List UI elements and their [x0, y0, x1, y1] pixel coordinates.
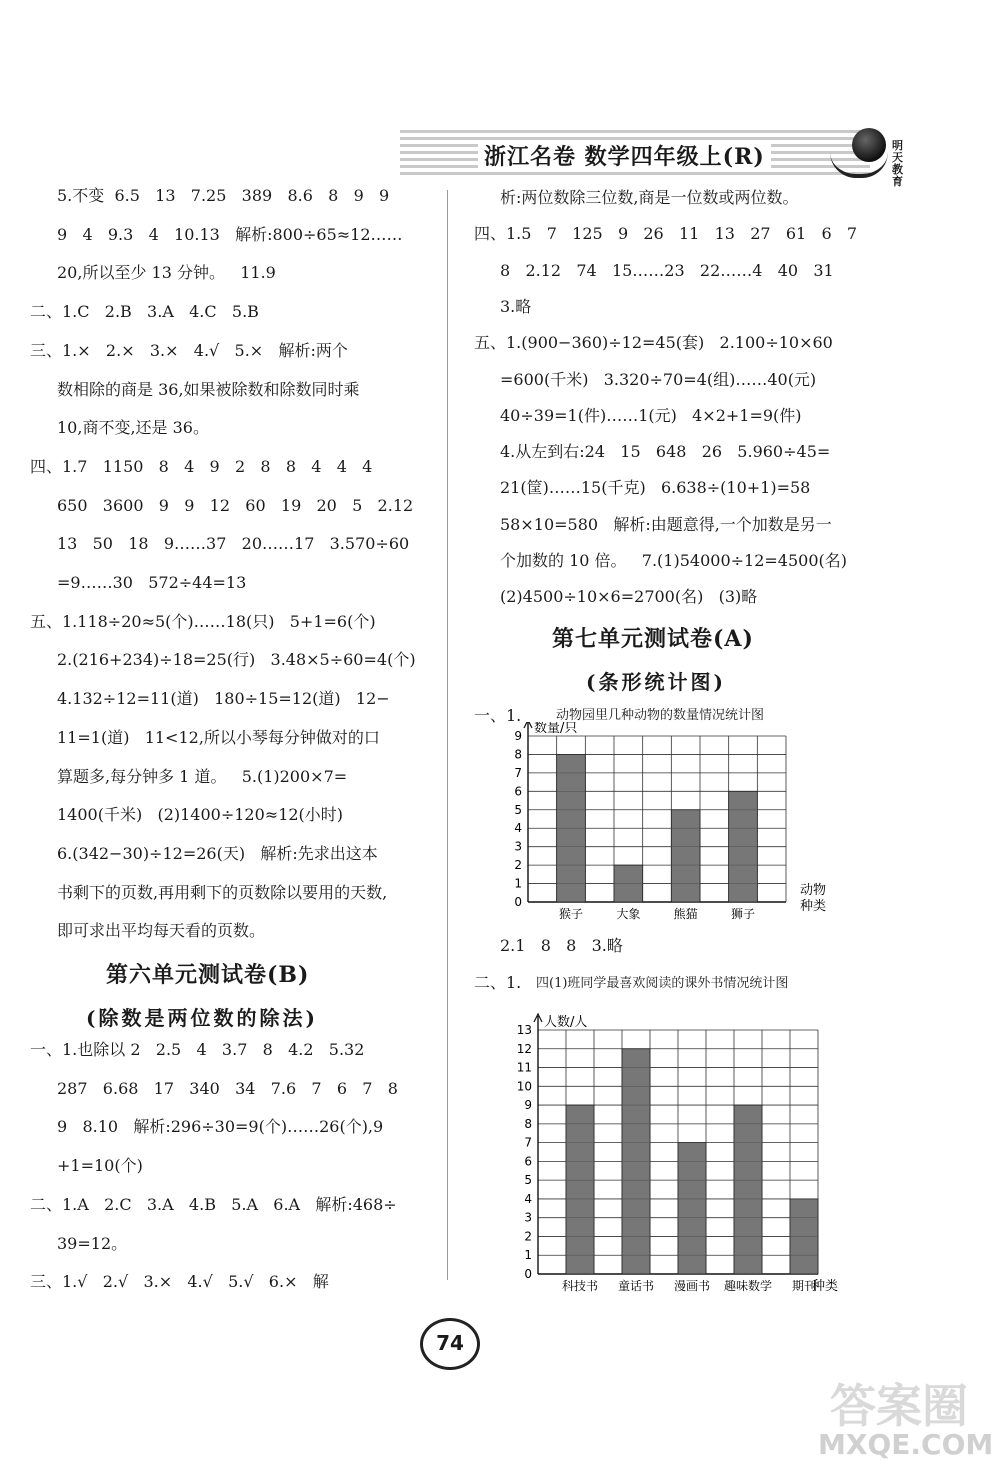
page-header — [400, 126, 960, 186]
left-answer-line: 四、1.7 1150 8 4 9 2 8 8 4 4 4 — [30, 456, 373, 476]
watermark-url: MXQE.COM — [818, 1428, 994, 1461]
y-tick-label: 2 — [514, 858, 522, 873]
y-tick-label: 4 — [524, 1191, 532, 1206]
y-tick-label: 4 — [514, 821, 522, 836]
watermark-logo: 答案圈 — [830, 1379, 968, 1433]
y-tick-label: 1 — [514, 876, 522, 891]
left-answer-line: 5.不变 6.5 13 7.25 389 8.6 8 9 9 — [57, 186, 390, 205]
x-tick-label: 狮子 — [730, 907, 756, 921]
left-answer-line: 11=1(道) 11<12,所以小琴每分钟做对的口 — [57, 727, 380, 747]
left-answer-line: 287 6.68 17 340 34 7.6 7 6 7 8 — [57, 1078, 398, 1098]
left-answer-line: 9 4 9.3 4 10.13 解析:800÷65≈12…… — [57, 224, 403, 244]
right-answer-line: 3.略 — [500, 296, 532, 316]
chart2-title: 四(1)班同学最喜欢阅读的课外书情况统计图 — [536, 976, 789, 991]
x-tick-label: 漫画书 — [673, 1279, 711, 1293]
left-answer-line: +1=10(个) — [57, 1156, 143, 1176]
section6-title: 第六单元测试卷(B) — [106, 962, 310, 988]
y-tick-label: 12 — [516, 1041, 532, 1056]
right-answer-line: 析:两位数除三位数,商是一位数或两位数。 — [500, 188, 799, 207]
right-answer-line: 8 2.12 74 15……23 22……4 40 31 — [500, 260, 834, 280]
right-answer-line: 4.从左到右:24 15 648 26 5.960÷45= — [500, 442, 831, 462]
x-tick-label: 童话书 — [617, 1279, 655, 1293]
left-answer-line: 39=12。 — [57, 1233, 128, 1253]
y-tick-label: 8 — [514, 747, 522, 762]
left-answer-line: 4.132÷12=11(道) 180÷15=12(道) 12− — [57, 689, 390, 709]
bar — [678, 1143, 706, 1274]
y-tick-label: 11 — [516, 1060, 532, 1075]
y-tick-label: 0 — [514, 895, 522, 909]
left-answer-line: 9 8.10 解析:296÷30=9(个)……26(个),9 — [57, 1117, 384, 1137]
x-axis-label: 种类 — [800, 899, 827, 914]
x-tick-label: 趣味数学 — [723, 1279, 773, 1293]
y-tick-label: 9 — [514, 729, 522, 743]
left-answer-line: 五、1.118÷20≈5(个)……18(只) 5+1=6(个) — [30, 611, 376, 631]
right-answer-line: (2)4500÷10×6=2700(名) (3)略 — [500, 587, 758, 607]
y-tick-label: 7 — [524, 1135, 532, 1150]
y-tick-label: 9 — [524, 1098, 532, 1113]
left-answer-line: 1400(千米) (2)1400÷120≈12(小时) — [57, 805, 344, 825]
y-tick-label: 2 — [524, 1229, 532, 1244]
y-tick-label: 10 — [516, 1079, 532, 1094]
y-tick-label: 7 — [514, 765, 522, 780]
right-answer-line: 五、1.(900−360)÷12=45(套) 2.100÷10×60 — [474, 333, 833, 353]
x-axis-label: 动物 — [800, 883, 827, 898]
y-tick-label: 6 — [524, 1154, 532, 1169]
left-answer-line: =9……30 572÷44=13 — [57, 573, 247, 592]
x-tick-label: 科技书 — [561, 1279, 599, 1293]
left-answer-line: 书剩下的页数,再用剩下的页数除以要用的天数, — [57, 882, 388, 902]
left-answer-line: 算题多,每分钟多 1 道。 5.(1)200×7= — [57, 766, 348, 786]
y-tick-label: 5 — [514, 802, 522, 817]
section7-subtitle: (条形统计图) — [586, 670, 726, 694]
logo-text: 明天教育 — [892, 139, 903, 188]
right-answer-line: 个加数的 10 倍。 7.(1)54000÷12=4500(名) — [500, 551, 847, 570]
bar — [671, 810, 700, 902]
y-axis-label: 人数/人 — [544, 1015, 588, 1030]
right-answer-line: 四、1.5 7 125 9 26 11 13 27 61 6 7 — [474, 224, 858, 244]
logo-ball-icon — [852, 128, 886, 162]
left-answer-line: 即可求出平均每天看的页数。 — [57, 921, 266, 941]
bar — [734, 1105, 762, 1274]
left-answer-line: 10,商不变,还是 36。 — [57, 418, 209, 438]
left-answer-line: 650 3600 9 9 12 60 19 20 5 2.12 — [57, 495, 414, 515]
right-answer-line: 40÷39=1(件)……1(元) 4×2+1=9(件) — [500, 405, 802, 425]
y-tick-label: 3 — [524, 1210, 532, 1225]
section7-title: 第七单元测试卷(A) — [552, 626, 754, 652]
right-answer-line: =600(千米) 3.320÷70=4(组)……40(元) — [500, 369, 817, 389]
y-tick-label: 5 — [524, 1173, 532, 1188]
x-tick-label: 期刊 — [791, 1279, 817, 1293]
page-number: 74 — [420, 1318, 480, 1370]
left-answer-line: 13 50 18 9……37 20……17 3.570÷60 — [57, 534, 410, 554]
bar — [566, 1105, 594, 1274]
left-answer-line: 20,所以至少 13 分钟。 11.9 — [57, 263, 276, 283]
y-tick-label: 8 — [524, 1116, 532, 1131]
x-tick-label: 大象 — [616, 907, 641, 921]
left-answer-line: 数相除的商是 36,如果被除数和除数同时乘 — [57, 379, 360, 399]
y-tick-label: 13 — [516, 1023, 532, 1037]
y-tick-label: 0 — [524, 1267, 532, 1281]
section6-subtitle: (除数是两位数的除法) — [86, 1006, 318, 1030]
book-title: 浙江名卷 数学四年级上(R) — [478, 140, 771, 171]
left-answer-line: 6.(342−30)÷12=26(天) 解析:先求出这本 — [57, 843, 378, 863]
chart-books — [508, 996, 858, 1302]
right-answer-line: 21(筐)……15(千克) 6.638÷(10+1)=58 — [500, 478, 811, 498]
x-axis-label: 种类 — [812, 1279, 839, 1294]
chart-animals — [500, 722, 840, 927]
left-answer-line: 2.(216+234)÷18=25(行) 3.48×5÷60=4(个) — [57, 650, 416, 670]
left-answer-line: 二、1.A 2.C 3.A 4.B 5.A 6.A 解析:468÷ — [30, 1194, 397, 1214]
y-tick-label: 3 — [514, 839, 522, 854]
column-divider — [447, 190, 448, 1280]
chart1-title: 动物园里几种动物的数量情况统计图 — [556, 708, 765, 723]
y-tick-label: 1 — [524, 1248, 532, 1263]
chart1-question-label: 一、1. — [474, 706, 522, 725]
left-answer-line: 一、1.也除以 2 2.5 4 3.7 8 4.2 5.32 — [30, 1040, 365, 1059]
x-tick-label: 熊猫 — [673, 907, 698, 921]
chart1-followup-answers: 2.1 8 8 3.略 — [500, 936, 623, 955]
right-answer-line: 58×10=580 解析:由题意得,一个加数是另一 — [500, 514, 832, 534]
left-answer-line: 三、1.√ 2.√ 3.× 4.√ 5.√ 6.× 解 — [30, 1272, 329, 1292]
y-axis-label: 数量/只 — [534, 722, 578, 736]
left-answer-line: 二、1.C 2.B 3.A 4.C 5.B — [30, 302, 259, 322]
left-answer-line: 三、1.× 2.× 3.× 4.√ 5.× 解析:两个 — [30, 340, 348, 360]
x-tick-label: 猴子 — [558, 907, 584, 921]
y-tick-label: 6 — [514, 784, 522, 799]
chart2-question-label: 二、1. — [474, 973, 522, 992]
